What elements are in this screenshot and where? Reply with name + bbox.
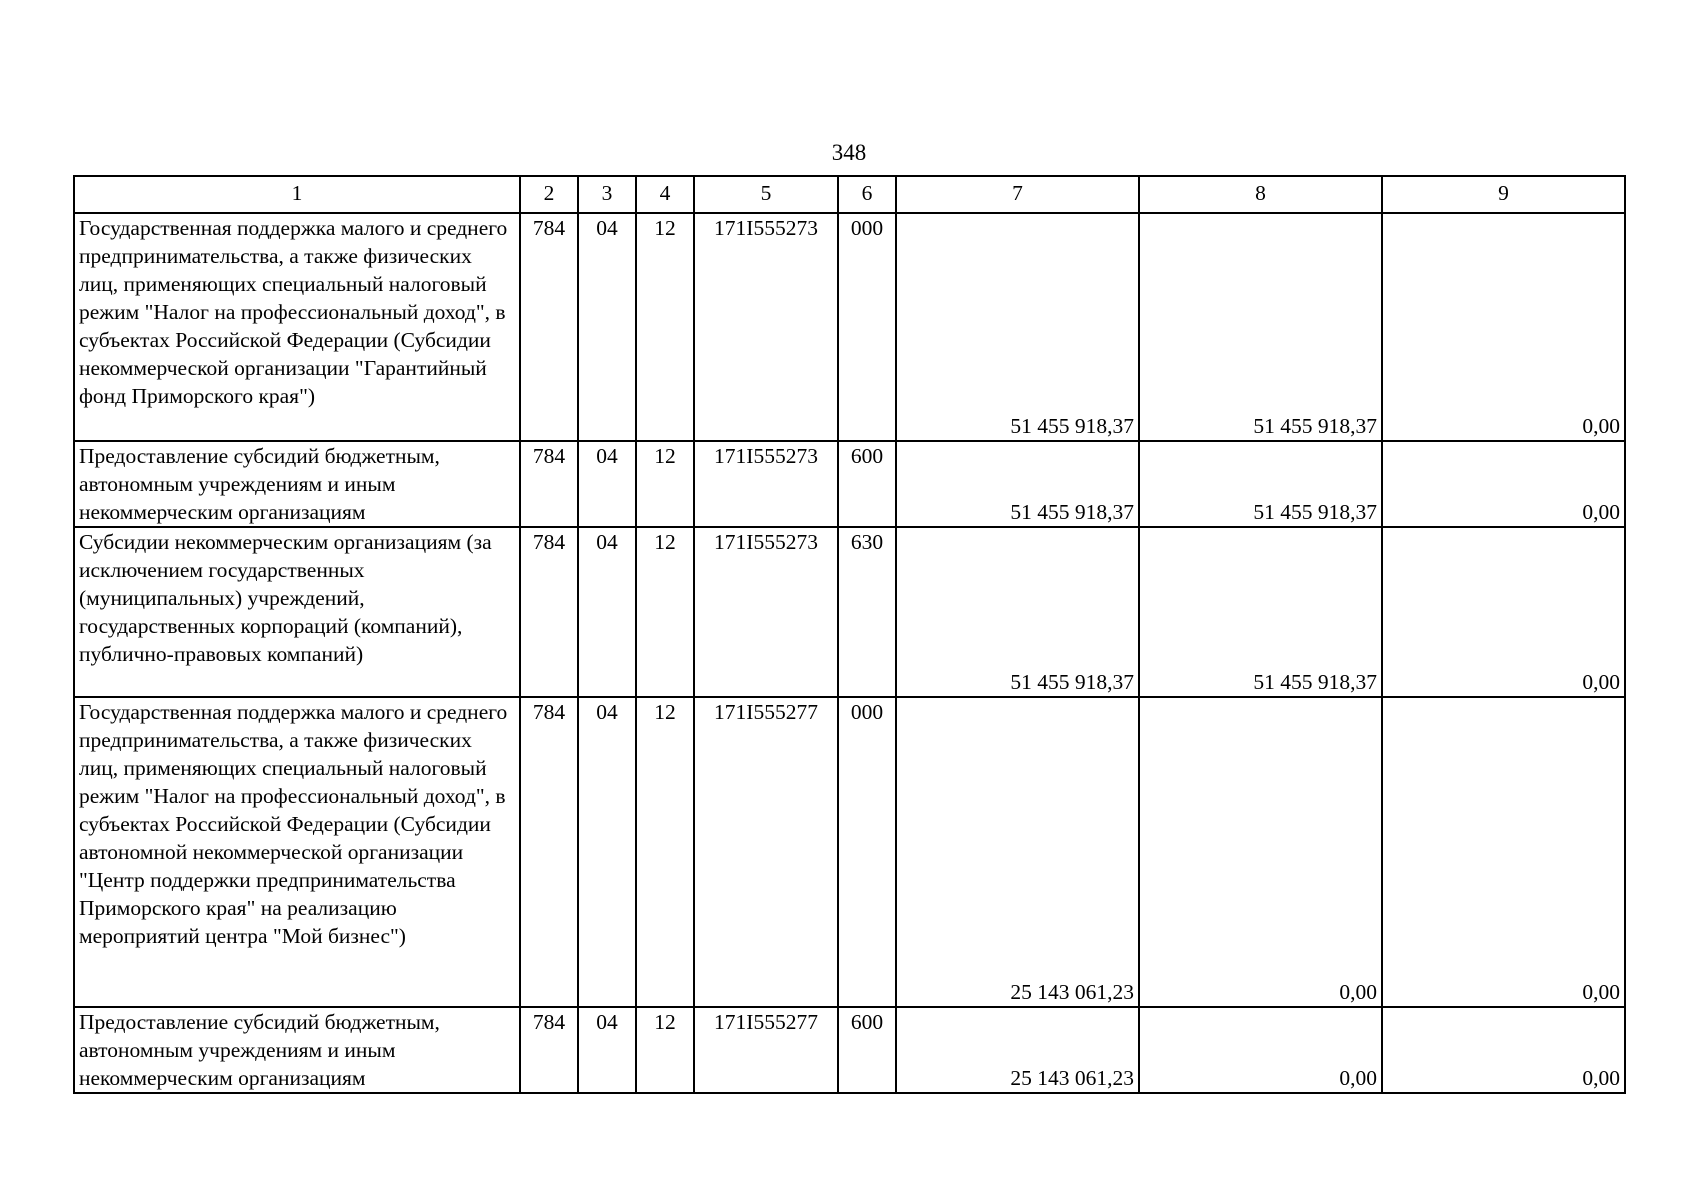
amount-col-8: 0,00 — [1139, 1007, 1382, 1093]
section-code: 04 — [578, 527, 636, 697]
column-header: 5 — [694, 176, 838, 213]
ministry-code: 784 — [520, 441, 578, 527]
expense-type-code: 600 — [838, 441, 896, 527]
amount-col-9: 0,00 — [1382, 213, 1625, 441]
page-number: 348 — [831, 140, 867, 165]
target-article-code: 171I555273 — [694, 213, 838, 441]
column-header: 6 — [838, 176, 896, 213]
expense-type-code: 630 — [838, 527, 896, 697]
row-name: Государственная поддержка малого и среднего предпринимательства, а также физических лиц, применяющих специальный налоговый режим "Налог на профессиональный доход", в субъектах Российской Федерации (Субсидии некоммерческой организации "Гарантийный фонд Приморского края") — [74, 213, 520, 441]
table-row — [74, 213, 1625, 441]
amount-col-7: 25 143 061,23 — [896, 697, 1139, 1007]
amount-col-9: 0,00 — [1382, 1007, 1625, 1093]
row-name: Государственная поддержка малого и среднего предпринимательства, а также физических лиц, применяющих специальный налоговый режим "Налог на профессиональный доход", в субъектах Российской Федерации (Субсидии автономной некоммерческой организации "Центр поддержки предпринимательства Приморского края" на реализацию мероприятий центра "Мой бизнес") — [74, 697, 520, 1007]
table-row — [74, 697, 1625, 1007]
ministry-code: 784 — [520, 213, 578, 441]
column-header: 7 — [896, 176, 1139, 213]
expense-type-code: 600 — [838, 1007, 896, 1093]
subsection-code: 12 — [636, 527, 694, 697]
amount-col-8: 0,00 — [1139, 697, 1382, 1007]
row-name: Субсидии некоммерческим организациям (за исключением государственных (муниципальных) учреждений, государственных корпораций (компаний), публично-правовых компаний) — [74, 527, 520, 697]
expense-type-code: 000 — [838, 213, 896, 441]
row-name: Предоставление субсидий бюджетным, автономным учреждениям и иным некоммерческим организациям — [74, 1007, 520, 1093]
section-code: 04 — [578, 441, 636, 527]
amount-col-7: 25 143 061,23 — [896, 1007, 1139, 1093]
amount-col-9: 0,00 — [1382, 441, 1625, 527]
row-name: Предоставление субсидий бюджетным, автономным учреждениям и иным некоммерческим организациям — [74, 441, 520, 527]
target-article-code: 171I555277 — [694, 1007, 838, 1093]
ministry-code: 784 — [520, 1007, 578, 1093]
column-header: 9 — [1382, 176, 1625, 213]
column-header: 8 — [1139, 176, 1382, 213]
section-code: 04 — [578, 213, 636, 441]
target-article-code: 171I555273 — [694, 527, 838, 697]
table-row — [74, 527, 1625, 697]
column-header: 3 — [578, 176, 636, 213]
amount-col-7: 51 455 918,37 — [896, 441, 1139, 527]
amount-col-7: 51 455 918,37 — [896, 527, 1139, 697]
target-article-code: 171I555277 — [694, 697, 838, 1007]
table-row — [74, 441, 1625, 527]
ministry-code: 784 — [520, 527, 578, 697]
expense-type-code: 000 — [838, 697, 896, 1007]
section-code: 04 — [578, 697, 636, 1007]
amount-col-9: 0,00 — [1382, 697, 1625, 1007]
subsection-code: 12 — [636, 1007, 694, 1093]
column-header: 1 — [74, 176, 520, 213]
column-header: 2 — [520, 176, 578, 213]
table-header-row — [74, 176, 1625, 213]
subsection-code: 12 — [636, 213, 694, 441]
amount-col-8: 51 455 918,37 — [1139, 527, 1382, 697]
amount-col-9: 0,00 — [1382, 527, 1625, 697]
column-header: 4 — [636, 176, 694, 213]
table-row — [74, 1007, 1625, 1093]
target-article-code: 171I555273 — [694, 441, 838, 527]
subsection-code: 12 — [636, 697, 694, 1007]
subsection-code: 12 — [636, 441, 694, 527]
amount-col-8: 51 455 918,37 — [1139, 441, 1382, 527]
amount-col-7: 51 455 918,37 — [896, 213, 1139, 441]
ministry-code: 784 — [520, 697, 578, 1007]
amount-col-8: 51 455 918,37 — [1139, 213, 1382, 441]
section-code: 04 — [578, 1007, 636, 1093]
budget-table — [73, 175, 1626, 1094]
